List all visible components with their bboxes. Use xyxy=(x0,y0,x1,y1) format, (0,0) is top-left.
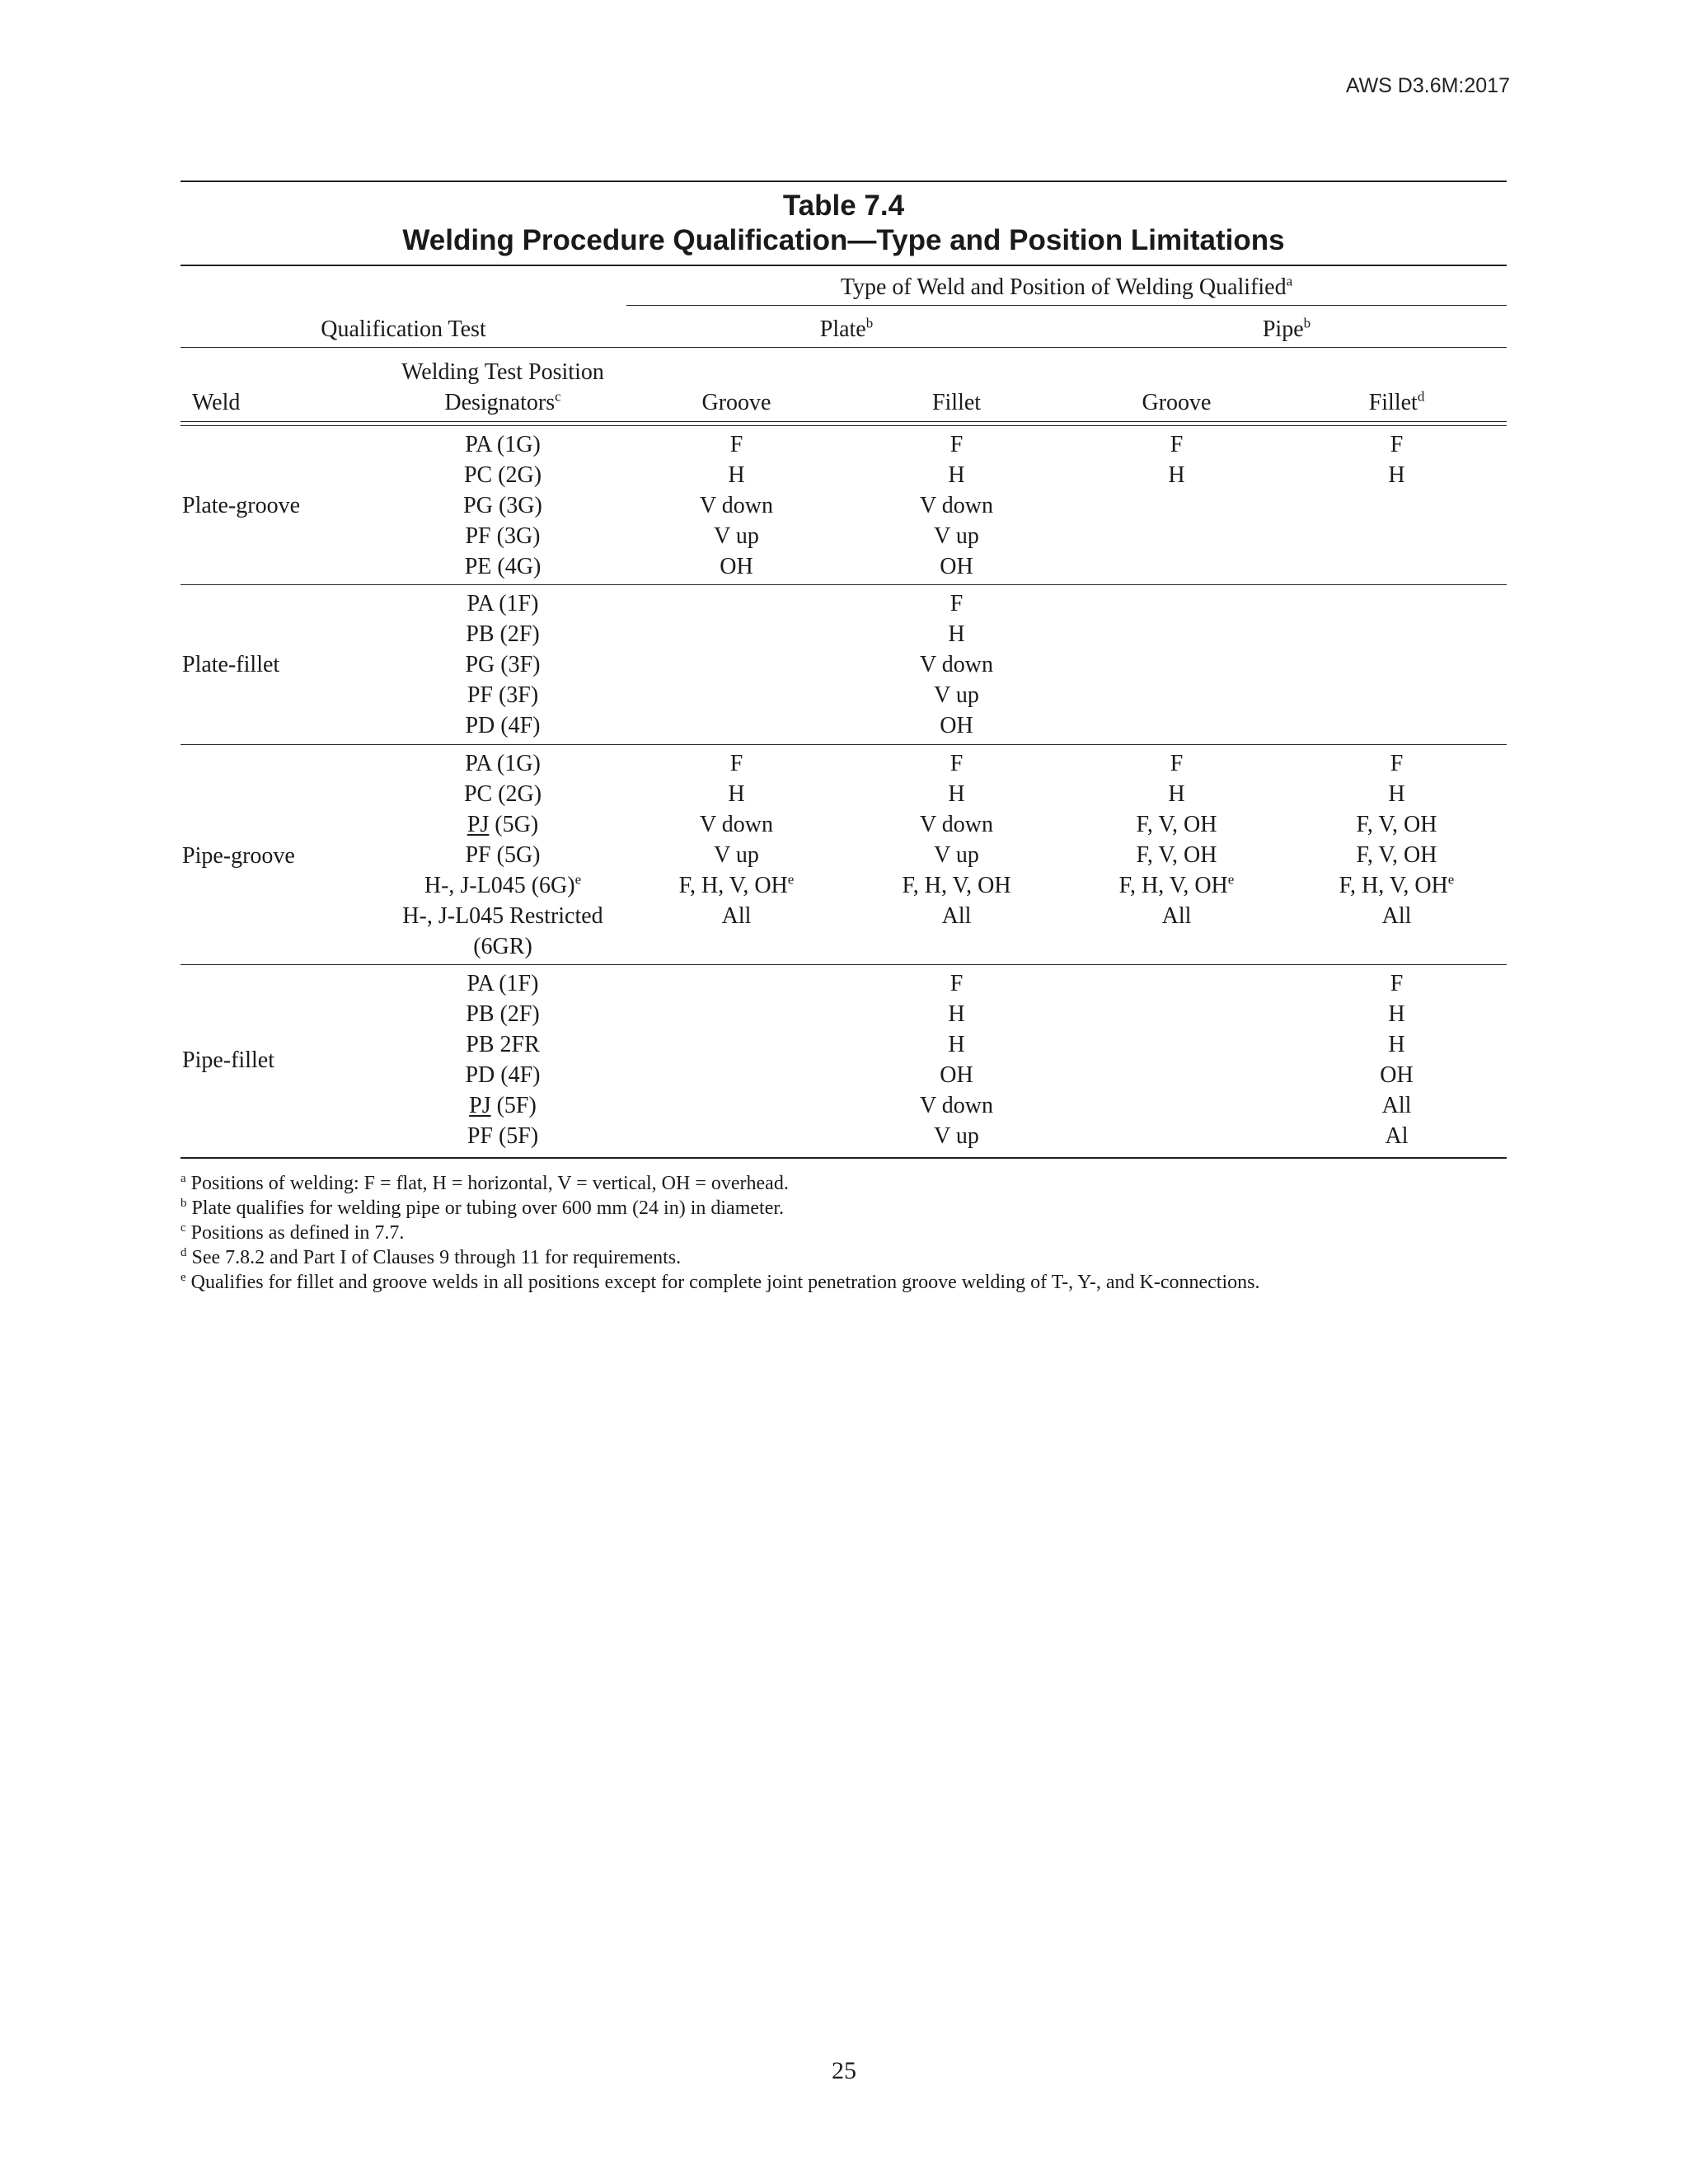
table-caption: Welding Procedure Qualification—Type and Position Limitations xyxy=(402,224,1285,256)
designator xyxy=(371,1090,635,1121)
designator: PC (2G) xyxy=(463,781,542,807)
col-designators-line2: Designators xyxy=(444,390,556,415)
weld-label: Pipe-groove xyxy=(182,843,295,869)
plate-groove-col xyxy=(626,429,846,582)
designator: PD (4F) xyxy=(465,1062,541,1088)
cell xyxy=(1287,490,1507,521)
footnote-ref: e xyxy=(787,871,795,888)
plate-header xyxy=(626,314,1067,344)
designator xyxy=(371,870,635,901)
cell: V down xyxy=(920,812,993,837)
cell-text: F, H, V, OH xyxy=(1118,873,1228,898)
cell: F xyxy=(1390,751,1404,776)
designator: PB (2F) xyxy=(466,1001,540,1027)
col-designators-line2-wrap xyxy=(371,387,635,418)
pipe-header xyxy=(1067,314,1507,344)
cell: F xyxy=(1390,432,1404,457)
footnote-ref: b xyxy=(1303,315,1311,331)
cell: All xyxy=(721,903,752,929)
cell: H xyxy=(948,1001,965,1027)
designator: PA (1F) xyxy=(467,971,539,996)
designators-col xyxy=(371,968,635,1151)
designator: PB (2F) xyxy=(466,621,540,647)
cell: F xyxy=(729,432,743,457)
group-divider xyxy=(181,744,1507,745)
span-header-text: Type of Weld and Position of Welding Qualified xyxy=(840,274,1287,300)
footnote-ref: d xyxy=(1417,388,1425,405)
page-number: 25 xyxy=(832,2057,856,2084)
cell xyxy=(1287,521,1507,551)
footnotes xyxy=(181,1171,1259,1295)
cell: V up xyxy=(934,682,979,708)
designator: PA (1G) xyxy=(465,432,541,457)
cell: F, V, OH xyxy=(1356,842,1437,868)
cell xyxy=(1067,551,1287,582)
cell: OH xyxy=(1380,1062,1414,1088)
footnote-mark: d xyxy=(181,1246,187,1259)
pipe-groove-col xyxy=(1067,748,1287,931)
cell: H xyxy=(948,781,965,807)
designator: PA (1G) xyxy=(465,751,541,776)
pipe-groove-col xyxy=(1067,429,1287,582)
footnote-a xyxy=(181,1171,1259,1196)
cell xyxy=(1067,490,1287,521)
designator: PG (3G) xyxy=(463,493,542,518)
designator: PG (3F) xyxy=(465,652,541,677)
designator-pos: (5F) xyxy=(490,1093,537,1118)
designator: (6GR) xyxy=(473,934,532,959)
designators-col xyxy=(371,429,635,582)
footnote-mark: b xyxy=(181,1197,187,1210)
cell: H xyxy=(1388,462,1405,488)
designator-pos: (5G) xyxy=(489,812,539,837)
footnote-c xyxy=(181,1221,1259,1245)
table-top-rule xyxy=(181,180,1507,182)
designator: PF (3F) xyxy=(467,682,539,708)
cell: H xyxy=(1168,462,1185,488)
cell: All xyxy=(1381,1093,1412,1118)
pipe-fillet-col xyxy=(1287,748,1507,931)
footnote-ref: e xyxy=(574,871,582,888)
footnote-mark: e xyxy=(181,1271,186,1284)
cell: F xyxy=(1170,751,1184,776)
cell: OH xyxy=(940,1062,973,1088)
footnote-ref: e xyxy=(1447,871,1455,888)
plate-fillet-col xyxy=(846,429,1067,582)
cell: H xyxy=(728,781,745,807)
cell: V down xyxy=(920,652,993,677)
footnote-e xyxy=(181,1270,1259,1295)
col-designators-line1: Welding Test Position xyxy=(401,359,604,385)
cell xyxy=(626,870,846,901)
cell: V down xyxy=(920,1093,993,1118)
cell xyxy=(1287,870,1507,901)
cell: F, H, V, OH xyxy=(902,873,1011,898)
cell: F xyxy=(1390,971,1404,996)
footnote-text: See 7.8.2 and Part I of Clauses 9 through 11 for requirements. xyxy=(186,1247,682,1268)
footnote-b xyxy=(181,1196,1259,1221)
cell: OH xyxy=(940,554,973,579)
designator: PF (3G) xyxy=(465,523,541,549)
header-double-rule-2 xyxy=(181,425,1507,426)
designator: PB 2FR xyxy=(466,1032,540,1057)
group-divider xyxy=(181,584,1507,585)
cell-text: F, H, V, OH xyxy=(678,873,788,898)
cell xyxy=(1067,521,1287,551)
span-header-rule xyxy=(626,305,1507,306)
cell: H xyxy=(1388,781,1405,807)
cell: F xyxy=(729,751,743,776)
plate-header-text: Plate xyxy=(819,316,866,342)
weld-label: Plate-fillet xyxy=(182,652,280,677)
cell: H xyxy=(948,621,965,647)
footnote-ref: b xyxy=(865,315,874,331)
footnote-text: Positions as defined in 7.7. xyxy=(185,1222,405,1244)
footnote-text: Qualifies for fillet and groove welds in all positions except for complete joint penetration groove welding of T-, Y-, and K-connections. xyxy=(185,1272,1260,1293)
cell: F xyxy=(950,751,964,776)
weld-label: Plate-groove xyxy=(182,493,301,518)
pipe-fillet-col xyxy=(1287,429,1507,582)
cell xyxy=(1067,870,1287,901)
col-weld: Weld xyxy=(192,390,241,415)
designators-col xyxy=(371,748,635,962)
plate-groove-col xyxy=(626,748,846,931)
header-double-rule-1 xyxy=(181,421,1507,422)
pipe-header-text: Pipe xyxy=(1262,316,1304,342)
cell: V up xyxy=(714,523,759,549)
cell: All xyxy=(1381,903,1412,929)
footnote-ref: c xyxy=(555,388,561,405)
cell: H xyxy=(1168,781,1185,807)
cell: All xyxy=(941,903,972,929)
cell: F xyxy=(1170,432,1184,457)
col-plate-groove: Groove xyxy=(701,390,771,415)
designator xyxy=(371,809,635,840)
cell: F, V, OH xyxy=(1136,812,1217,837)
cell: V up xyxy=(714,842,759,868)
table-bottom-rule xyxy=(181,1157,1507,1159)
designator-code: PJ xyxy=(469,1093,491,1118)
footnote-text: Plate qualifies for welding pipe or tubing over 600 mm (24 in) in diameter. xyxy=(186,1197,785,1219)
qualification-test-header: Qualification Test xyxy=(321,316,486,342)
footnote-ref: e xyxy=(1227,871,1235,888)
designator: PF (5F) xyxy=(467,1123,539,1149)
col-designators xyxy=(371,357,635,418)
cell: H xyxy=(948,1032,965,1057)
cell: H xyxy=(1388,1001,1405,1027)
cell: H xyxy=(728,462,745,488)
cell: H xyxy=(948,462,965,488)
document-id: AWS D3.6M:2017 xyxy=(1345,74,1510,97)
col-pipe-fillet xyxy=(1287,387,1507,418)
cell: F xyxy=(950,971,964,996)
designator: PA (1F) xyxy=(467,591,539,616)
cell-text: F, H, V, OH xyxy=(1339,873,1448,898)
designators-col xyxy=(371,588,635,741)
cell xyxy=(1287,551,1507,582)
cell: V up xyxy=(934,1123,979,1149)
cell: V down xyxy=(700,812,773,837)
cell: F xyxy=(950,432,964,457)
pipe-fillet-col xyxy=(1287,968,1507,1151)
cell: F, V, OH xyxy=(1136,842,1217,868)
cell: F xyxy=(950,591,964,616)
table-title xyxy=(181,189,1507,258)
footnote-text: Positions of welding: F = flat, H = horizontal, V = vertical, OH = overhead. xyxy=(185,1173,789,1194)
col-plate-fillet: Fillet xyxy=(931,390,982,415)
designator-text: H-, J-L045 (6G) xyxy=(424,873,575,898)
cell: All xyxy=(1161,903,1192,929)
designator: PD (4F) xyxy=(465,713,541,738)
designator: PF (5G) xyxy=(465,842,541,868)
span-header xyxy=(626,272,1507,302)
designator: H-, J-L045 Restricted xyxy=(402,903,603,929)
cell: OH xyxy=(940,713,973,738)
designator: PC (2G) xyxy=(463,462,542,488)
header-rule xyxy=(181,347,1507,348)
col-pipe-groove: Groove xyxy=(1142,390,1212,415)
cell: V down xyxy=(920,493,993,518)
table-number: Table 7.4 xyxy=(782,190,905,222)
cell: V down xyxy=(700,493,773,518)
weld-label: Pipe-fillet xyxy=(182,1047,274,1073)
group-divider xyxy=(181,964,1507,965)
cell: V up xyxy=(934,842,979,868)
footnote-d xyxy=(181,1245,1259,1270)
cell: Al xyxy=(1385,1123,1409,1149)
designator-code: PJ xyxy=(467,812,490,837)
plate-fillet-col xyxy=(846,748,1067,931)
cell: V up xyxy=(934,523,979,549)
designator: PE (4G) xyxy=(464,554,542,579)
cell: OH xyxy=(720,554,753,579)
plate-fillet-col xyxy=(846,968,1067,1151)
plate-fillet-col xyxy=(846,588,1067,741)
footnote-ref: a xyxy=(1286,273,1293,289)
title-bottom-rule xyxy=(181,265,1507,266)
cell: H xyxy=(1388,1032,1405,1057)
cell: F, V, OH xyxy=(1356,812,1437,837)
footnote-mark: a xyxy=(181,1172,186,1185)
col-pipe-fillet-text: Fillet xyxy=(1368,390,1418,415)
footnote-mark: c xyxy=(181,1221,186,1235)
